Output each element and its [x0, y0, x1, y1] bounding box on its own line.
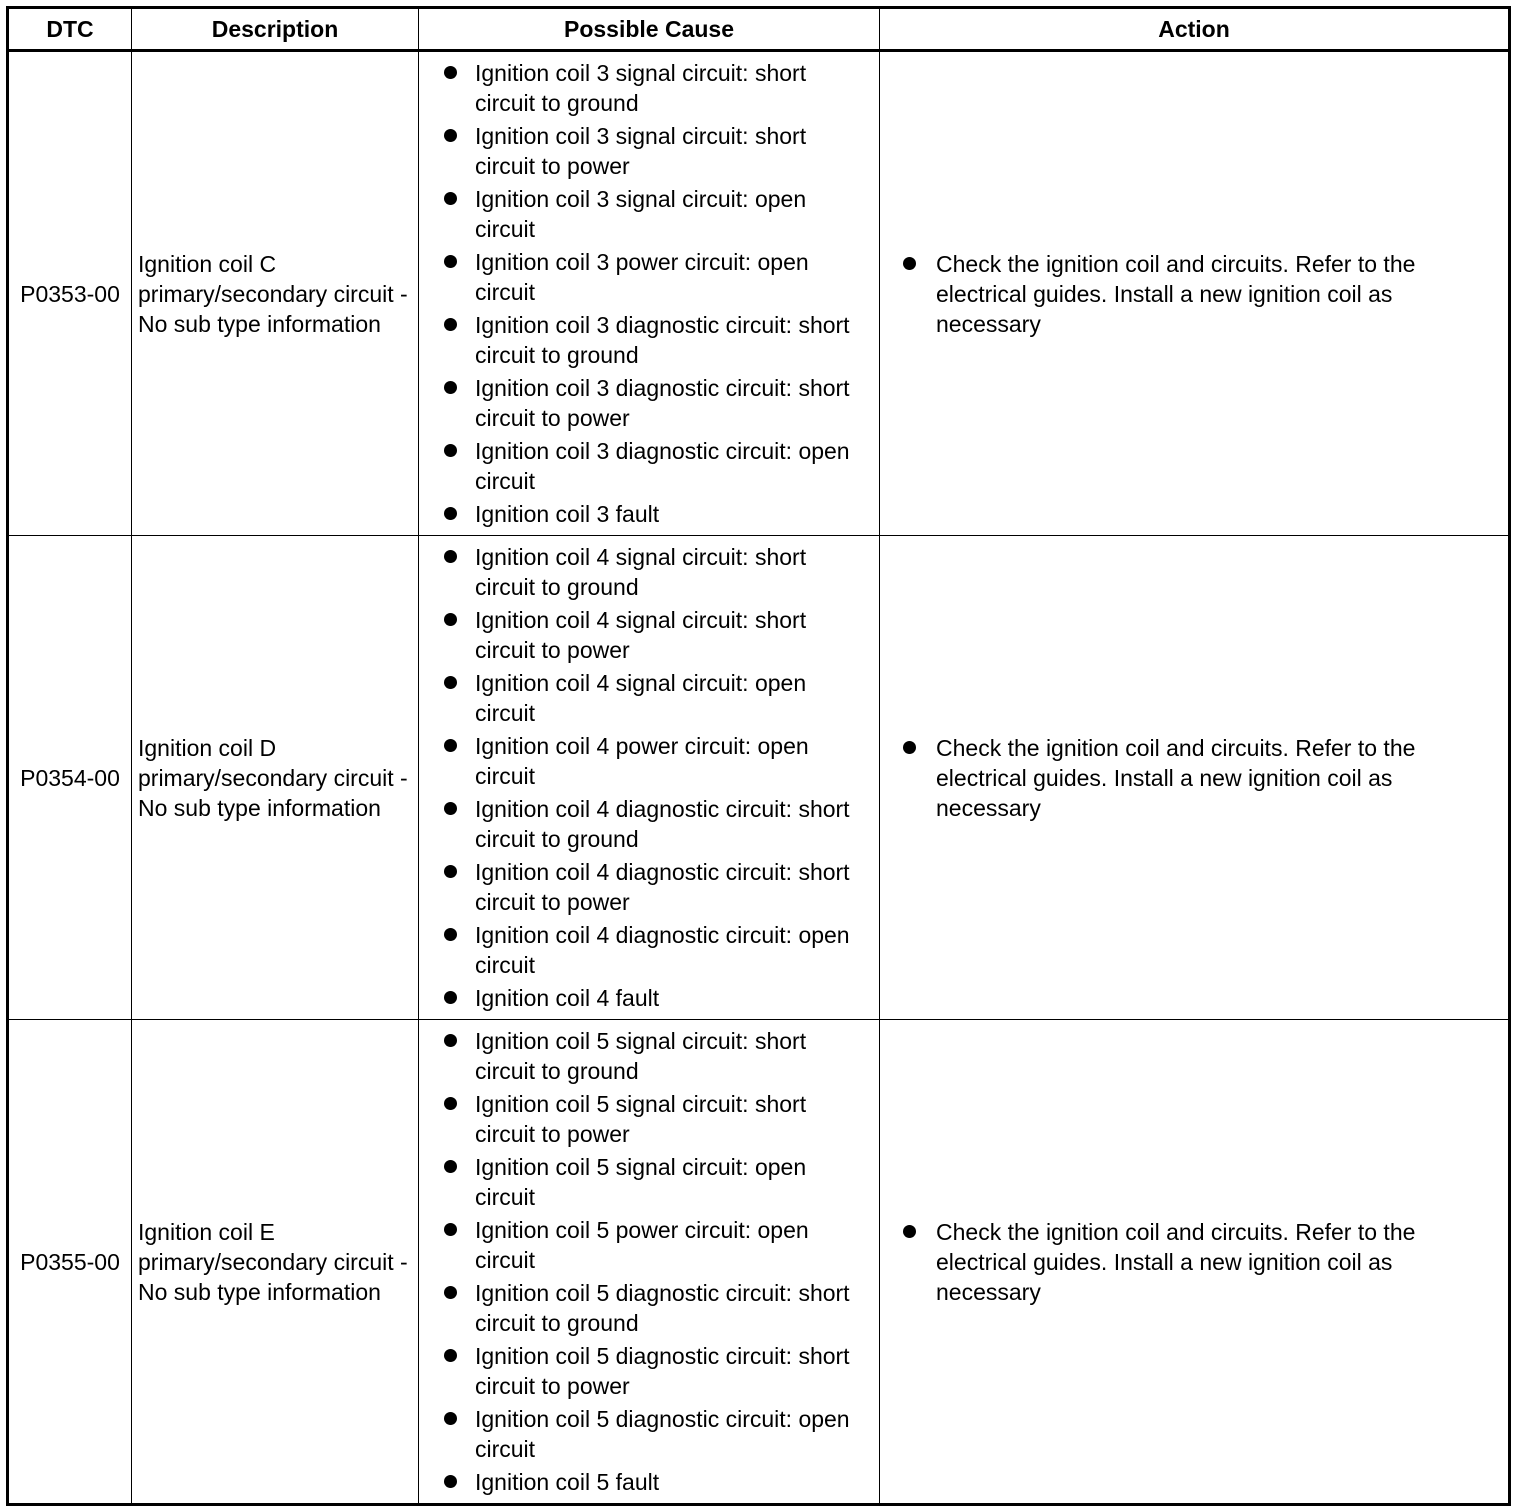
action-item — [880, 1217, 1488, 1307]
header-possible-cause: Possible Cause — [419, 8, 880, 51]
table-row — [8, 1020, 1510, 1505]
cause-item — [419, 247, 869, 307]
possible-cause-cell — [419, 1020, 880, 1505]
cause-item — [419, 58, 869, 118]
cause-item — [419, 1404, 869, 1464]
dtc-description: Ignition coil D primary/secondary circuit - No sub type information — [132, 536, 419, 1020]
cause-item — [419, 983, 869, 1013]
bullet-icon — [444, 739, 457, 752]
bullet-icon — [444, 318, 457, 331]
bullet-icon — [444, 991, 457, 1004]
cause-text: Ignition coil 4 fault — [475, 985, 660, 1011]
cause-text: Ignition coil 3 power circuit: open circuit — [475, 249, 809, 305]
bullet-icon — [444, 1160, 457, 1173]
possible-cause-list — [419, 1026, 869, 1497]
cause-item — [419, 542, 869, 602]
action-text: Check the ignition coil and circuits. Refer to the electrical guides. Install a new ignition coil as necessary — [936, 734, 1416, 821]
action-text: Check the ignition coil and circuits. Refer to the electrical guides. Install a new ignition coil as necessary — [936, 250, 1416, 337]
cause-item — [419, 436, 869, 496]
possible-cause-list — [419, 542, 869, 1013]
cause-item — [419, 1026, 869, 1086]
cause-item — [419, 731, 869, 791]
header-action: Action — [880, 8, 1510, 51]
header-row — [8, 8, 1510, 51]
bullet-icon — [444, 1475, 457, 1488]
dtc-description: Ignition coil C primary/secondary circuit - No sub type information — [132, 51, 419, 536]
cause-item — [419, 184, 869, 244]
bullet-icon — [444, 613, 457, 626]
cause-item — [419, 1278, 869, 1338]
cause-text: Ignition coil 3 diagnostic circuit: open circuit — [475, 438, 850, 494]
cause-text: Ignition coil 4 signal circuit: short circuit to ground — [475, 544, 807, 600]
possible-cause-cell — [419, 536, 880, 1020]
bullet-icon — [444, 1223, 457, 1236]
cause-text: Ignition coil 5 diagnostic circuit: short circuit to power — [475, 1343, 850, 1399]
cause-text: Ignition coil 4 signal circuit: open circuit — [475, 670, 807, 726]
cause-text: Ignition coil 5 signal circuit: short circuit to ground — [475, 1028, 807, 1084]
action-list — [880, 249, 1488, 339]
bullet-icon — [444, 928, 457, 941]
action-item — [880, 733, 1488, 823]
cause-text: Ignition coil 3 diagnostic circuit: short circuit to ground — [475, 312, 850, 368]
dtc-code: P0353-00 — [8, 51, 132, 536]
possible-cause-list — [419, 58, 869, 529]
cause-text: Ignition coil 5 diagnostic circuit: short circuit to ground — [475, 1280, 850, 1336]
bullet-icon — [444, 550, 457, 563]
cause-text: Ignition coil 3 signal circuit: short circuit to ground — [475, 60, 807, 116]
cause-text: Ignition coil 5 signal circuit: short circuit to power — [475, 1091, 807, 1147]
table-row — [8, 51, 1510, 536]
cause-item — [419, 1215, 869, 1275]
bullet-icon — [444, 444, 457, 457]
header-dtc: DTC — [8, 8, 132, 51]
bullet-icon — [903, 257, 916, 270]
bullet-icon — [444, 381, 457, 394]
bullet-icon — [444, 1412, 457, 1425]
action-item — [880, 249, 1488, 339]
dtc-code: P0355-00 — [8, 1020, 132, 1505]
cause-item — [419, 668, 869, 728]
action-list — [880, 1217, 1488, 1307]
cause-text: Ignition coil 5 signal circuit: open circuit — [475, 1154, 807, 1210]
cause-text: Ignition coil 5 diagnostic circuit: open circuit — [475, 1406, 850, 1462]
cause-item — [419, 605, 869, 665]
dtc-table — [6, 6, 1511, 1506]
cause-text: Ignition coil 4 diagnostic circuit: open circuit — [475, 922, 850, 978]
bullet-icon — [444, 255, 457, 268]
bullet-icon — [903, 1225, 916, 1238]
action-cell — [880, 1020, 1510, 1505]
dtc-description: Ignition coil E primary/secondary circuit - No sub type information — [132, 1020, 419, 1505]
cause-item — [419, 1467, 869, 1497]
action-cell — [880, 51, 1510, 536]
action-cell — [880, 536, 1510, 1020]
header-description: Description — [132, 8, 419, 51]
bullet-icon — [444, 865, 457, 878]
cause-item — [419, 121, 869, 181]
cause-item — [419, 920, 869, 980]
cause-item — [419, 373, 869, 433]
bullet-icon — [903, 741, 916, 754]
dtc-code: P0354-00 — [8, 536, 132, 1020]
cause-text: Ignition coil 3 signal circuit: short circuit to power — [475, 123, 807, 179]
bullet-icon — [444, 192, 457, 205]
bullet-icon — [444, 1286, 457, 1299]
cause-text: Ignition coil 4 diagnostic circuit: short circuit to ground — [475, 796, 850, 852]
bullet-icon — [444, 676, 457, 689]
cause-text: Ignition coil 4 power circuit: open circuit — [475, 733, 809, 789]
cause-item — [419, 1089, 869, 1149]
cause-item — [419, 794, 869, 854]
bullet-icon — [444, 507, 457, 520]
cause-text: Ignition coil 3 fault — [475, 501, 660, 527]
cause-text: Ignition coil 4 signal circuit: short circuit to power — [475, 607, 807, 663]
table-header — [8, 8, 1510, 51]
action-text: Check the ignition coil and circuits. Refer to the electrical guides. Install a new ignition coil as necessary — [936, 1218, 1416, 1305]
cause-text: Ignition coil 3 diagnostic circuit: short circuit to power — [475, 375, 850, 431]
cause-text: Ignition coil 4 diagnostic circuit: short circuit to power — [475, 859, 850, 915]
bullet-icon — [444, 1349, 457, 1362]
cause-item — [419, 1341, 869, 1401]
possible-cause-cell — [419, 51, 880, 536]
cause-text: Ignition coil 5 fault — [475, 1469, 660, 1495]
cause-text: Ignition coil 3 signal circuit: open circuit — [475, 186, 807, 242]
bullet-icon — [444, 1097, 457, 1110]
table-row — [8, 536, 1510, 1020]
bullet-icon — [444, 802, 457, 815]
cause-item — [419, 499, 869, 529]
bullet-icon — [444, 66, 457, 79]
cause-item — [419, 857, 869, 917]
bullet-icon — [444, 1034, 457, 1047]
action-list — [880, 733, 1488, 823]
table-body — [8, 51, 1510, 1505]
bullet-icon — [444, 129, 457, 142]
cause-item — [419, 310, 869, 370]
cause-item — [419, 1152, 869, 1212]
cause-text: Ignition coil 5 power circuit: open circuit — [475, 1217, 809, 1273]
